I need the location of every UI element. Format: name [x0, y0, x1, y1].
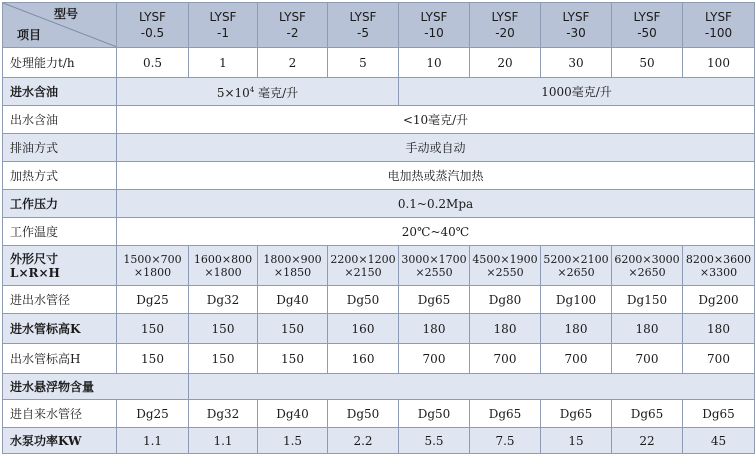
table-cell: Dg50	[328, 400, 399, 428]
model-name: LYSF	[279, 10, 306, 24]
row-label: 出水含油	[3, 106, 117, 134]
table-cell: 150	[189, 344, 258, 374]
table-cell	[189, 246, 258, 286]
table-cell: 1.1	[117, 428, 189, 454]
row-label: 工作压力	[3, 190, 117, 218]
row-label	[3, 246, 117, 286]
model-name: LYSF	[633, 10, 661, 24]
dimension-value: 1500×700	[123, 252, 182, 266]
inlet-oil-high-cell: 1000毫克/升	[399, 78, 755, 106]
table-cell: Dg50	[328, 286, 399, 314]
table-row-drain-mode	[3, 134, 755, 162]
model-header-cell	[399, 3, 470, 48]
model-header-cell	[612, 3, 683, 48]
table-row-dimensions	[3, 246, 755, 286]
model-suffix: -1	[217, 26, 229, 40]
table-cell: 1.5	[258, 428, 328, 454]
table-cell: 2.2	[328, 428, 399, 454]
dimension-value-height: ×2150	[344, 265, 382, 279]
dimension-value: 2200×1200	[330, 252, 396, 266]
dimension-value-height: ×1800	[204, 265, 242, 279]
model-suffix: -2	[286, 26, 299, 40]
dimension-value: 1600×800	[193, 252, 253, 266]
model-header-cell	[117, 3, 189, 48]
row-label: 工作温度	[3, 218, 117, 246]
row-label: 处理能力t/h	[3, 48, 117, 78]
table-cell	[328, 246, 399, 286]
table-cell: Dg32	[189, 400, 258, 428]
table-cell	[117, 246, 189, 286]
dimension-value-height: ×2650	[557, 265, 595, 279]
model-header-cell	[470, 3, 541, 48]
table-cell: 180	[683, 314, 755, 344]
table-cell: 20	[470, 48, 541, 78]
table-row-pump-power	[3, 428, 755, 454]
dimension-value-height: ×3300	[699, 265, 738, 279]
table-cell: 1.1	[189, 428, 258, 454]
corner-model-label: 型号	[53, 7, 78, 21]
table-cell: 180	[470, 314, 541, 344]
table-cell: Dg65	[541, 400, 612, 428]
row-label: 排油方式	[3, 134, 117, 162]
table-cell: 160	[328, 344, 399, 374]
dimension-value: 1800×900	[263, 252, 322, 266]
table-cell: Dg50	[399, 400, 470, 428]
table-cell: 手动或自动	[117, 134, 755, 162]
row-label: 进水管标高K	[3, 314, 117, 344]
table-cell: 150	[117, 314, 189, 344]
table-cell: 5	[328, 48, 399, 78]
inlet-oil-exponent: 4	[249, 86, 255, 94]
table-cell: 150	[189, 314, 258, 344]
model-name: LYSF	[209, 10, 237, 24]
table-cell: 150	[258, 314, 328, 344]
table-cell: 22	[612, 428, 683, 454]
table-cell-empty	[189, 374, 755, 400]
table-cell: 1	[189, 48, 258, 78]
table-row-inlet-height	[3, 314, 755, 344]
model-suffix: -5	[357, 26, 369, 40]
row-label: 加热方式	[3, 162, 117, 190]
table-cell: 50	[612, 48, 683, 78]
inlet-oil-low-unit: 毫克/升	[258, 86, 299, 100]
dimension-value-height: ×2550	[415, 265, 453, 279]
table-row-outlet-oil	[3, 106, 755, 134]
row-label: 出水管标高H	[3, 344, 117, 374]
header-row	[3, 3, 755, 48]
table-cell: Dg65	[399, 286, 470, 314]
dimension-value: 8200×3600	[685, 252, 752, 266]
table-cell: Dg200	[683, 286, 755, 314]
dimension-label-sub: L×R×H	[10, 265, 60, 280]
table-row-temperature	[3, 218, 755, 246]
dimension-value: 5200×2100	[543, 252, 609, 266]
model-suffix: -100	[704, 26, 733, 40]
model-name: LYSF	[139, 10, 166, 24]
table-cell: Dg80	[470, 286, 541, 314]
table-cell: 700	[683, 344, 755, 374]
table-cell: 160	[328, 314, 399, 344]
dimension-label: 外形尺寸	[10, 251, 59, 266]
model-suffix: -30	[566, 26, 586, 40]
table-cell: 30	[541, 48, 612, 78]
row-label: 水泵功率KW	[3, 428, 117, 454]
row-label: 进自来水管径	[3, 400, 117, 428]
model-header-cell	[189, 3, 258, 48]
model-name: LYSF	[349, 10, 377, 24]
model-header-cell	[683, 3, 755, 48]
spec-table-container	[2, 2, 755, 454]
dimension-value: 6200×3000	[614, 252, 680, 266]
table-cell: 2	[258, 48, 328, 78]
table-row-tap-water-pipe	[3, 400, 755, 428]
table-cell: 180	[612, 314, 683, 344]
row-label: 进水悬浮物含量	[3, 374, 189, 400]
table-row-pressure	[3, 190, 755, 218]
table-row-capacity	[3, 48, 755, 78]
model-header-cell	[258, 3, 328, 48]
model-name: LYSF	[491, 10, 519, 24]
table-cell: Dg40	[258, 400, 328, 428]
table-cell: 0.1~0.2Mpa	[117, 190, 755, 218]
table-cell: 180	[399, 314, 470, 344]
table-cell: 电加热或蒸汽加热	[117, 162, 755, 190]
table-cell: 150	[258, 344, 328, 374]
row-label: 进水含油	[3, 78, 117, 106]
dimension-value: 3000×1700	[401, 252, 467, 266]
table-cell: 180	[541, 314, 612, 344]
table-cell	[612, 246, 683, 286]
table-cell: 0.5	[117, 48, 189, 78]
table-row-inlet-oil	[3, 78, 755, 106]
corner-item-label: 项目	[17, 28, 42, 42]
model-header-cell	[541, 3, 612, 48]
table-cell: Dg65	[612, 400, 683, 428]
table-row-heating	[3, 162, 755, 190]
table-cell: Dg40	[258, 286, 328, 314]
table-cell: 15	[541, 428, 612, 454]
model-suffix: -20	[495, 26, 515, 40]
table-cell: 20℃~40℃	[117, 218, 755, 246]
table-cell	[258, 246, 328, 286]
table-cell: Dg25	[117, 286, 189, 314]
table-cell: 150	[117, 344, 189, 374]
table-cell: 45	[683, 428, 755, 454]
model-suffix: -0.5	[140, 26, 165, 40]
model-suffix: -50	[637, 26, 657, 40]
header-corner-cell	[3, 3, 117, 48]
dimension-value-height: ×2650	[628, 265, 666, 279]
table-cell: Dg25	[117, 400, 189, 428]
table-row-suspended-solids	[3, 374, 755, 400]
model-name: LYSF	[420, 10, 448, 24]
table-row-outlet-height	[3, 344, 755, 374]
table-cell	[470, 246, 541, 286]
table-cell: 700	[612, 344, 683, 374]
model-header-cell	[328, 3, 399, 48]
table-cell: 5.5	[399, 428, 470, 454]
dimension-value-height: ×2550	[486, 265, 524, 279]
table-cell: Dg150	[612, 286, 683, 314]
model-name: LYSF	[562, 10, 590, 24]
table-cell: Dg65	[470, 400, 541, 428]
dimension-value-height: ×1800	[133, 265, 172, 279]
table-row-pipe-diameter	[3, 286, 755, 314]
table-cell: 700	[541, 344, 612, 374]
table-cell: 7.5	[470, 428, 541, 454]
table-cell	[399, 246, 470, 286]
table-cell: Dg32	[189, 286, 258, 314]
table-cell	[541, 246, 612, 286]
table-cell: Dg65	[683, 400, 755, 428]
table-cell: 700	[470, 344, 541, 374]
model-suffix: -10	[424, 26, 444, 40]
table-cell: Dg100	[541, 286, 612, 314]
table-cell	[683, 246, 755, 286]
table-cell: 100	[683, 48, 755, 78]
model-name: LYSF	[705, 10, 732, 24]
dimension-value-height: ×1850	[273, 265, 312, 279]
spec-table	[2, 2, 755, 454]
table-cell: 700	[399, 344, 470, 374]
row-label: 进出水管径	[3, 286, 117, 314]
inlet-oil-low-value: 5×10	[216, 86, 250, 100]
table-cell: <10毫克/升	[117, 106, 755, 134]
table-cell: 10	[399, 48, 470, 78]
inlet-oil-low-cell	[117, 78, 399, 106]
dimension-value: 4500×1900	[472, 252, 538, 266]
